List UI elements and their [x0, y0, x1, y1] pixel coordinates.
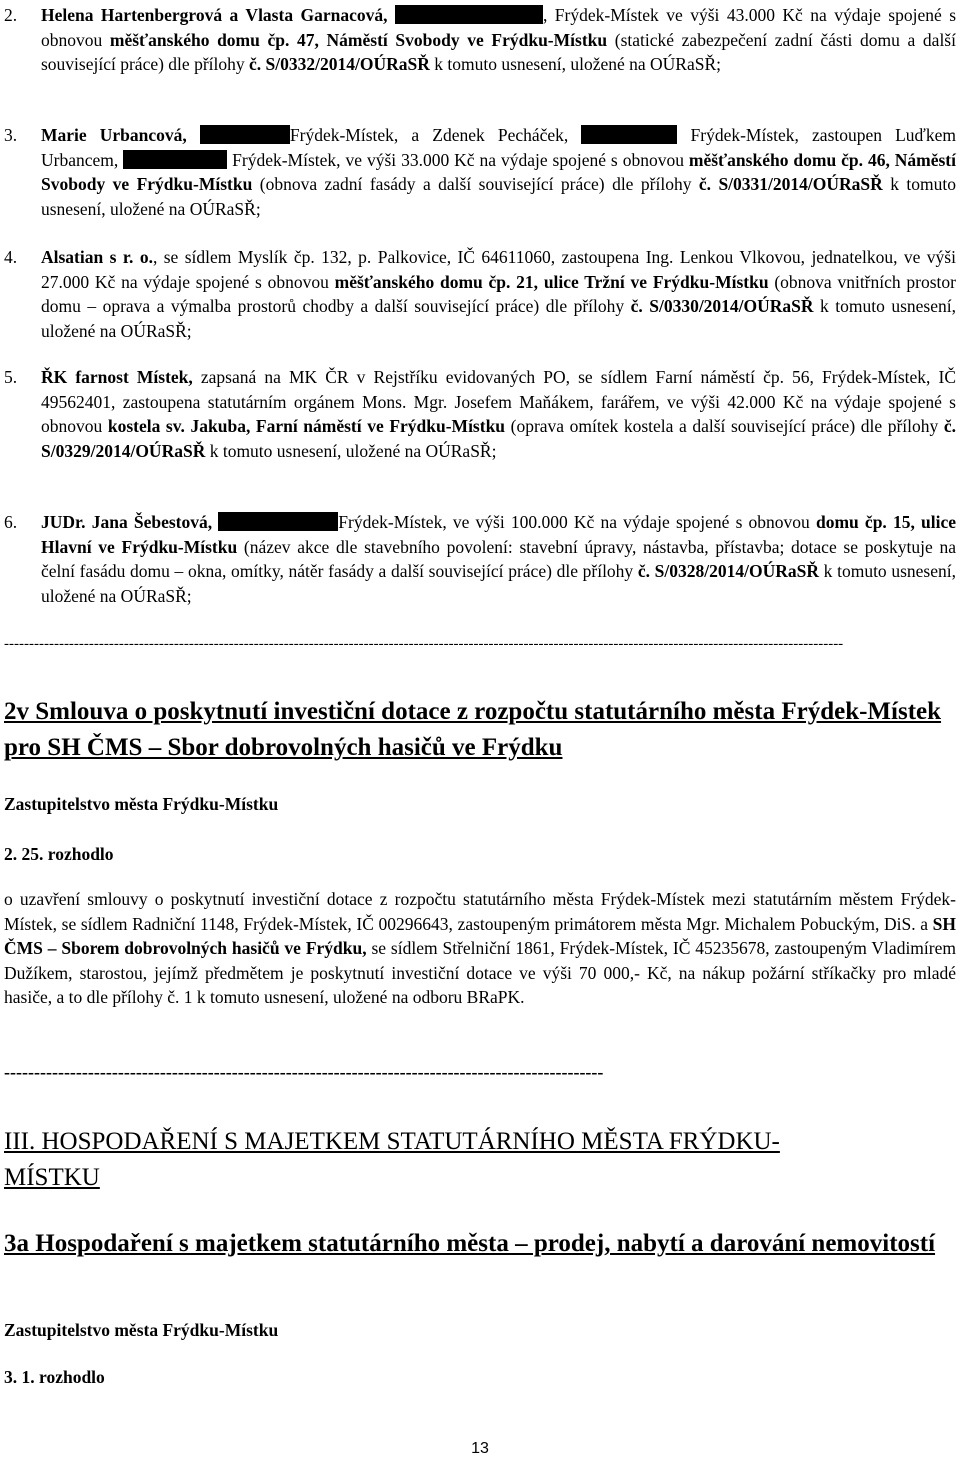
text-run: se sídlem Střelniční 1861, Frýdek-Místek, IČ 45235678, zastoupeným Vladimírem Dužíkem, starostou, jejímž předmětem je poskytnutí investiční dotace ve výši 70 000,- Kč, na nákup požární stříkačky pro mladé hasiče, a to dle přílohy č. 1 k tomuto usnesení, uložené na odboru BRaPK.	[4, 938, 956, 1008]
redaction-bar	[123, 150, 227, 169]
decision-label: 3. 1. rozhodlo	[4, 1367, 105, 1387]
bold-text: ŘK farnost Místek,	[41, 367, 193, 387]
text-run: Frýdek-Místek, a Zdenek Pecháček,	[289, 125, 582, 145]
text-run: Frýdek-Místek, ve výši 33.000 Kč na výdaje spojené s obnovou	[227, 149, 689, 170]
text-run: (obnova zadní fasády a další související práce) dle přílohy	[252, 174, 699, 195]
grant-item-5	[4, 365, 956, 463]
council-label: Zastupitelstvo města Frýdku-Místku	[4, 794, 279, 814]
item-text	[41, 510, 956, 608]
item-number: 4.	[4, 247, 18, 267]
decision-text	[4, 887, 956, 1010]
text-run: o uzavření smlouvy o poskytnutí investiční dotace z rozpočtu statutárního města Frýdek-Místek mezi statutárním městem Frýdek-Místek, se sídlem Radniční 1148, Frýdek-Místek, IČ 00296643, zastoupeným primátorem města Mgr. Michalem Pobuckým, DiS. a	[4, 889, 956, 934]
redaction-bar	[218, 512, 338, 531]
bold-text: měšťanského domu čp. 21, ulice Tržní ve Frýdku-Místku	[334, 271, 769, 292]
bold-text: č. S/0329/2014/OÚRaSŘ	[41, 416, 956, 461]
item-text	[41, 123, 956, 221]
bold-text: domu čp. 15, ulice Hlavní ve Frýdku-Místku	[41, 512, 956, 557]
grant-item-2	[4, 3, 956, 77]
page-number: 13	[471, 1440, 489, 1457]
grant-item-6	[4, 510, 956, 608]
redaction-bar	[581, 125, 677, 144]
bold-text: č. S/0330/2014/OÚRaSŘ	[630, 296, 814, 317]
bold-text: Helena Hartenbergrová a Vlasta Garnacová,	[41, 5, 395, 25]
bold-text: č. S/0328/2014/OÚRaSŘ	[637, 561, 819, 582]
text-run: (název akce dle stavebního povolení: stavební úpravy, nástavba, přístavba; dotace se poskytuje na čelní fasádu domu – okna, omítky, nátěr fasády a další související práce) dle přílohy	[41, 536, 956, 582]
text-run: (obnova vnitřních prostor domu – oprava a výmalba prostorů chodby a další související práce) dle přílohy	[41, 271, 956, 317]
bold-text: Alsatian s r. o.	[41, 247, 153, 267]
text-run: Frýdek-Místek, zastoupen Luďkem Urbancem,	[41, 125, 956, 170]
text-run: k tomuto usnesení, uložené na OÚRaSŘ;	[41, 296, 956, 341]
text-run: zapsaná na MK ČR v Rejstříku evidovaných PO, se sídlem Farní náměstí čp. 56, Frýdek-Místek, IČ 49562401, zastoupena statutárním orgánem Mons. Mgr. Josefem Maňákem, farářem, ve výši 42.000 Kč na výdaje spojené s obnovou	[41, 367, 956, 437]
text-run: k tomuto usnesení, uložené na OÚRaSŘ;	[429, 54, 722, 75]
bold-text: kostela sv. Jakuba, Farní náměstí ve Frýdku-Místku	[107, 416, 506, 437]
item-text	[41, 365, 956, 463]
item-number: 2.	[4, 5, 18, 25]
text-run: Frýdek-Místek, ve výši 100.000 Kč na výdaje spojené s obnovou	[338, 512, 816, 532]
bold-text: č. S/0332/2014/OÚRaSŘ	[249, 54, 430, 75]
council-label: Zastupitelstvo města Frýdku-Místku	[4, 1320, 279, 1340]
item-number: 6.	[4, 512, 18, 532]
grant-item-4	[4, 245, 956, 343]
text-run: , se sídlem Myslík čp. 132, p. Palkovice, IČ 64611060, zastoupena Ing. Lenkou Vlkovou, jednatelkou, ve výši 27.000 Kč na výdaje spojené s obnovou	[41, 247, 956, 292]
section-heading-2v: 2v Smlouva o poskytnutí investiční dotace z rozpočtu statutárního města Frýdek-Místek pro SH ČMS – Sbor dobrovolných hasičů ve Frýdku	[4, 698, 942, 761]
item-text	[41, 245, 956, 343]
bold-text: měšťanského domu čp. 47, Náměstí Svobody ve Frýdku-Místku	[109, 29, 608, 50]
separator-line: ------------------------------------------------------------------------------------------------------------------------------------------------------------------------	[4, 636, 844, 652]
bold-text: měšťanského domu čp. 46, Náměstí Svobody ve Frýdku-Místku	[41, 149, 956, 195]
bold-text: JUDr. Jana Šebestová,	[41, 512, 219, 532]
item-text	[41, 3, 956, 77]
separator-line-bold: ----------------------------------------------------------------------------------------------------	[4, 1062, 604, 1082]
bold-text: č. S/0331/2014/OÚRaSŘ	[698, 174, 883, 195]
bold-text: SH ČMS – Sborem dobrovolných hasičů ve Frýdku,	[4, 913, 956, 959]
item-number: 3.	[4, 125, 18, 145]
text-run: (statické zabezpečení zadní části domu a další související práce) dle přílohy	[41, 29, 956, 75]
text-run: k tomuto usnesení, uložené na OÚRaSŘ;	[205, 440, 497, 461]
redaction-bar	[200, 125, 290, 144]
section-heading-III: III. HOSPODAŘENÍ S MAJETKEM STATUTÁRNÍHO MĚSTA FRÝDKU-MÍSTKU	[4, 1128, 780, 1191]
text-run: , Frýdek-Místek ve výši 43.000 Kč na výdaje spojené s obnovou	[41, 5, 957, 50]
decision-label: 2. 25. rozhodlo	[4, 844, 114, 864]
bold-text: Marie Urbancová,	[41, 125, 200, 145]
text-run: k tomuto usnesení, uložené na OÚRaSŘ;	[41, 561, 956, 606]
text-run: k tomuto usnesení, uložené na OÚRaSŘ;	[41, 174, 956, 219]
section-heading-3a: 3a Hospodaření s majetkem statutárního města – prodej, nabytí a darování nemovitostí	[4, 1230, 936, 1257]
item-number: 5.	[4, 367, 18, 387]
text-run: (oprava omítek kostela a další související práce) dle přílohy	[505, 416, 944, 437]
grant-item-3	[4, 123, 956, 221]
redaction-bar	[395, 5, 543, 24]
